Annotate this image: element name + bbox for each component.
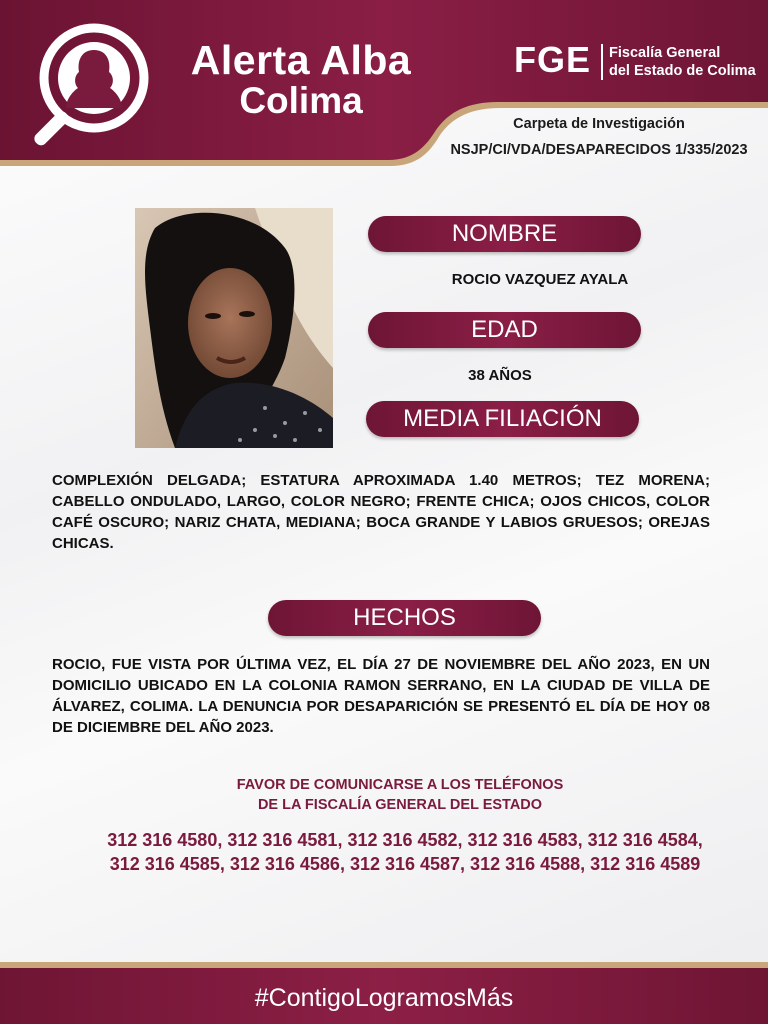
alert-subtitle: Colima xyxy=(239,80,363,121)
footer-hashtag: #ContigoLogramosMás xyxy=(254,984,514,1012)
case-number: NSJP/CI/VDA/DESAPARECIDOS 1/335/2023 xyxy=(450,142,748,158)
person-age: 38 AÑOS xyxy=(468,367,532,384)
case-label: Carpeta de Investigación xyxy=(513,116,685,132)
agency-name-line2: del Estado de Colima xyxy=(609,63,756,79)
facts-label-pill: HECHOS xyxy=(268,600,541,636)
agency-name-line1: Fiscalía General xyxy=(609,45,721,61)
age-label-pill: EDAD xyxy=(368,312,641,348)
search-person-icon xyxy=(22,18,157,153)
description-label-pill: MEDIA FILIACIÓN xyxy=(366,401,639,437)
person-name: ROCIO VAZQUEZ AYALA xyxy=(451,271,629,288)
contact-line-2: DE LA FISCALÍA GENERAL DEL ESTADO xyxy=(257,797,543,813)
phone-numbers: 312 316 4580, 312 316 4581, 312 316 4582, 312 316 4583, 312 316 4584, 312 316 4585, 312 316 4586, 312 316 4587, 312 316 4588, 312 316 4589 xyxy=(107,830,703,874)
contact-line-1: FAVOR DE COMUNICARSE A LOS TELÉFONOS xyxy=(236,777,564,793)
agency-abbreviation: FGE xyxy=(514,39,592,80)
agency-divider xyxy=(601,44,603,80)
person-description: COMPLEXIÓN DELGADA; ESTATURA APROXIMADA 1.40 METROS; TEZ MORENA; CABELLO ONDULADO, LARGO, COLOR NEGRO; FRENTE CHICA; OJOS CHICOS, COLOR CAFÉ OSCURO; NARIZ CHATA, MEDIANA; BOCA GRANDE Y LABIOS GRUESOS; OREJAS CHICAS. xyxy=(52,472,710,552)
name-label-pill: NOMBRE xyxy=(368,216,641,252)
alert-title: Alerta Alba xyxy=(190,37,412,83)
agency-name xyxy=(609,44,756,80)
missing-person-photo xyxy=(135,208,333,448)
facts-text: ROCIO, FUE VISTA POR ÚLTIMA VEZ, EL DÍA 27 DE NOVIEMBRE DEL AÑO 2023, EN UN DOMICILIO UBICADO EN LA COLONIA RAMON SERRANO, EN LA CIUDAD DE VILLA DE ÁLVAREZ, COLIMA. LA DENUNCIA POR DESAPARICIÓN SE PRESENTÓ EL DÍA DE HOY 08 DE DICIEMBRE DEL AÑO 2023. xyxy=(52,656,710,736)
